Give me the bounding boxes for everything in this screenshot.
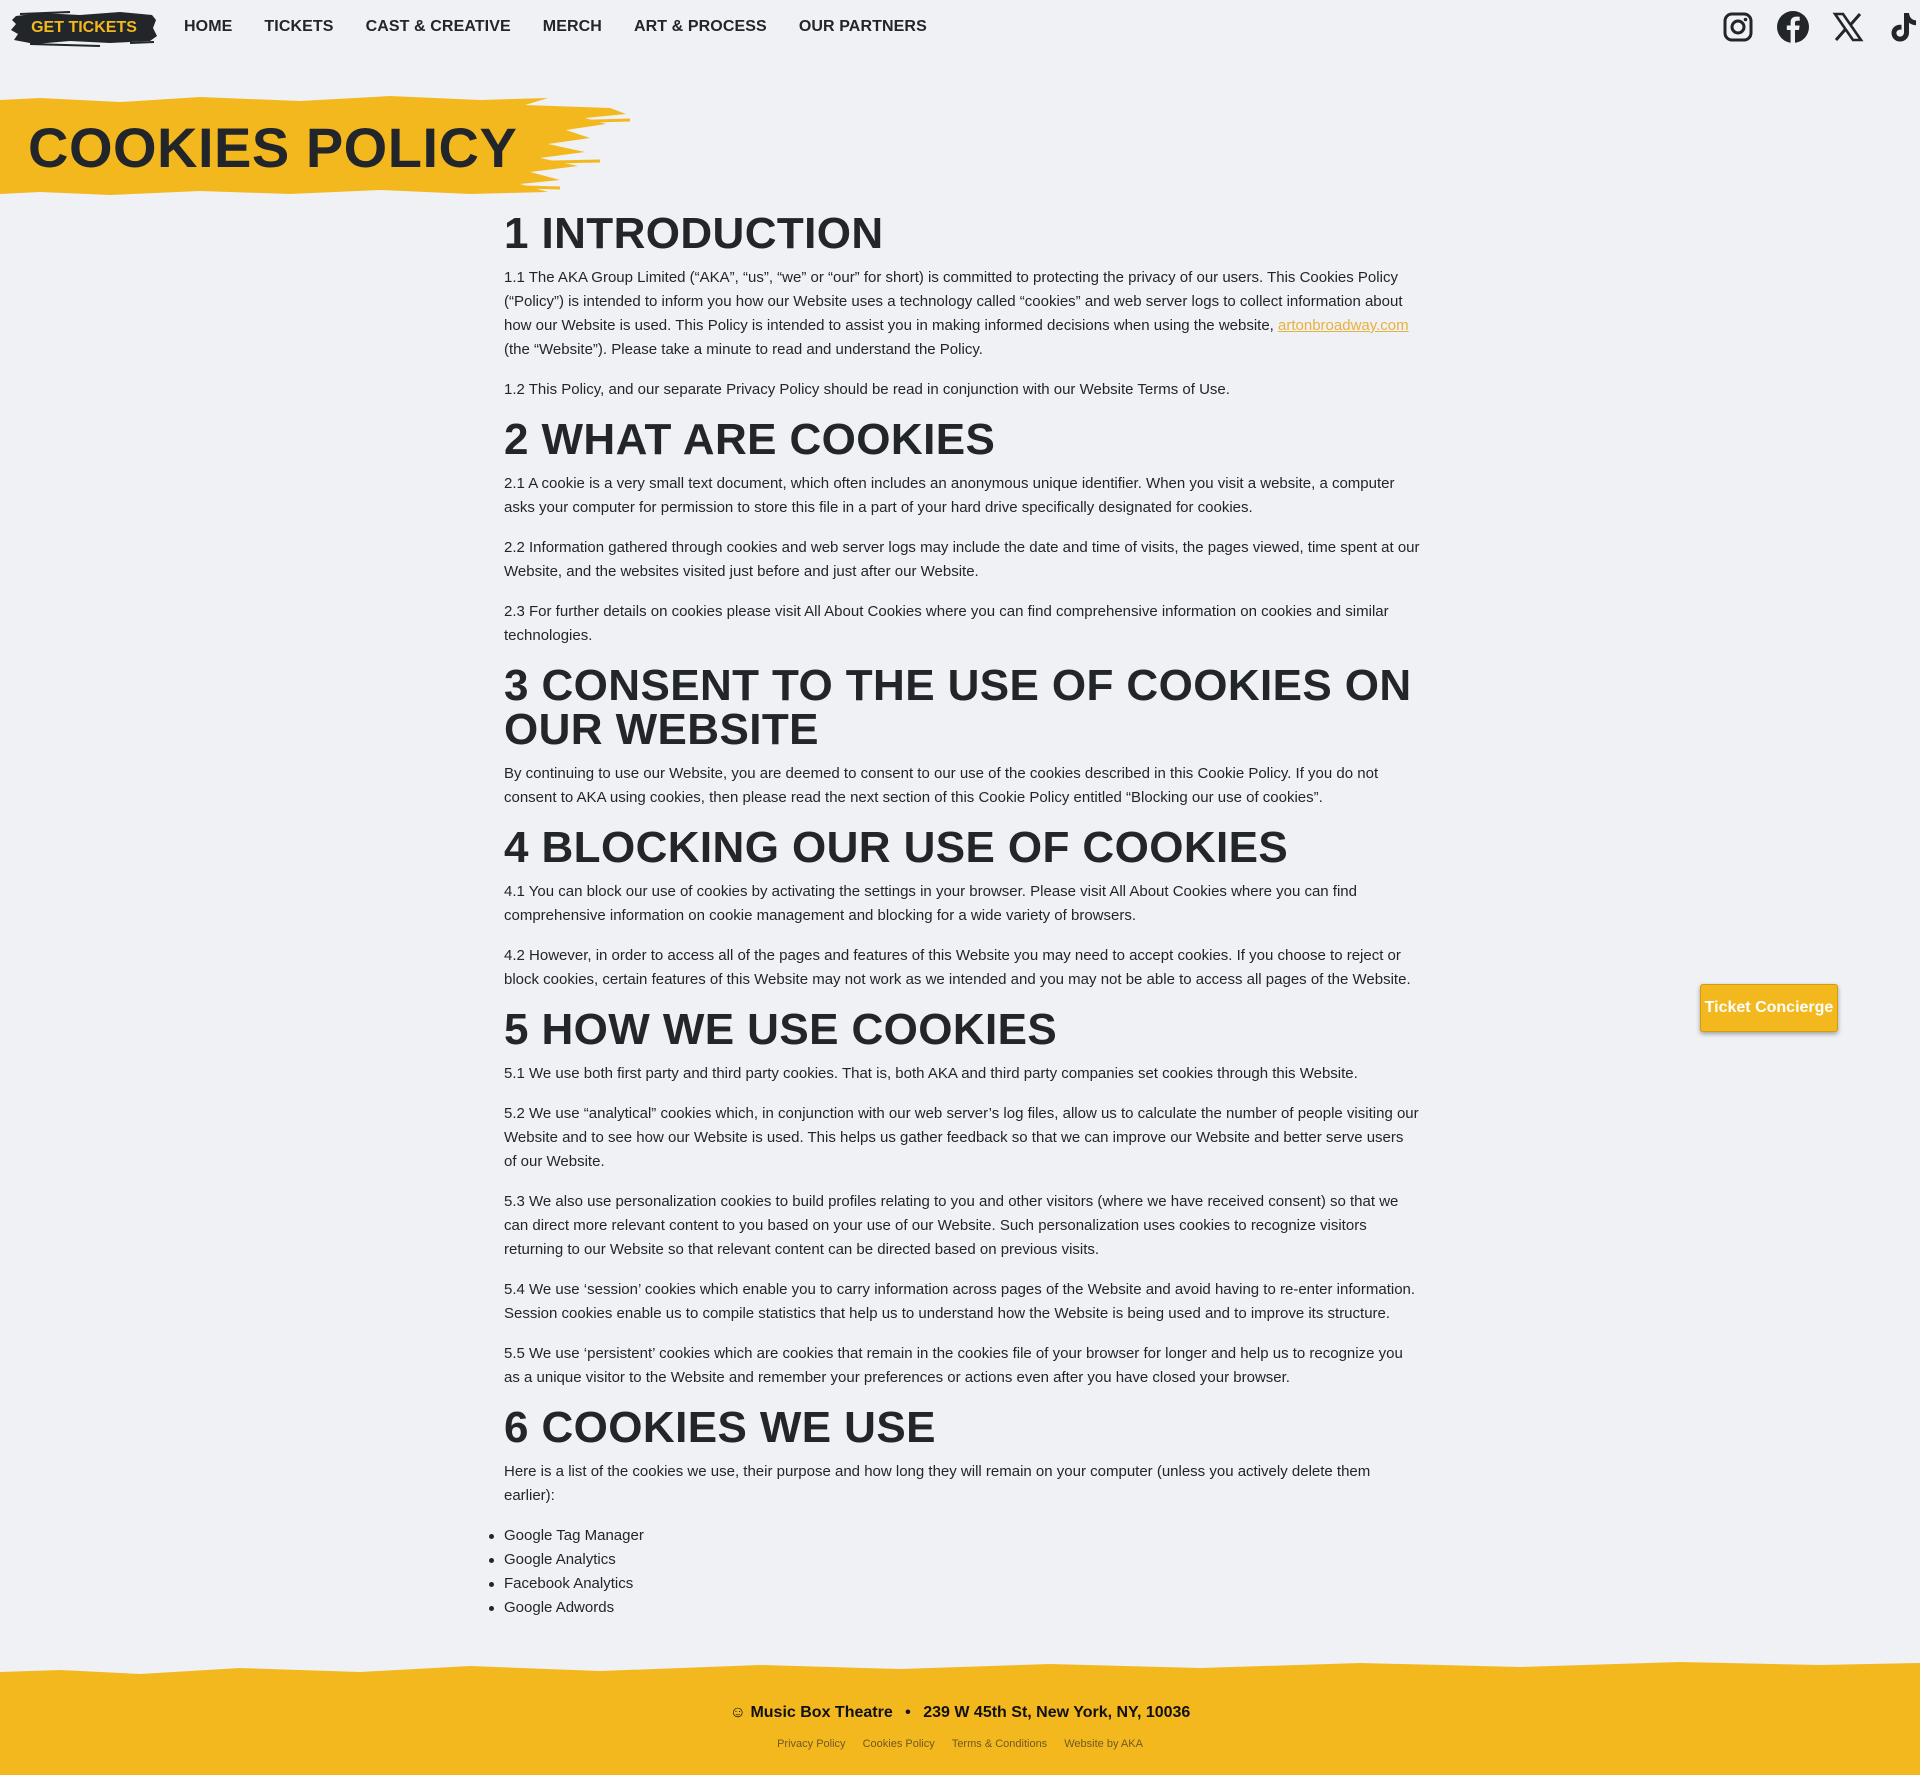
policy-content (504, 209, 1420, 1620)
section-heading: 1 INTRODUCTION (504, 209, 884, 258)
list-item: Google Analytics (504, 1548, 1420, 1572)
get-tickets-button[interactable] (12, 8, 156, 48)
paragraph: 2.3 For further details on cookies please visit All About Cookies where you can find comprehensive information on cookies and similar technologies. (504, 603, 1389, 644)
paragraph: 2.2 Information gathered through cookies and web server logs may include the date and time of visits, the pages viewed, time spent at our Website, and the websites visited just before and just after our Website. (504, 539, 1420, 580)
nav-home[interactable]: HOME (184, 18, 233, 35)
list-item: Facebook Analytics (504, 1572, 1420, 1596)
paragraph-text: (the “Website”). Please take a minute to read and understand the Policy. (504, 341, 983, 358)
nav-our-partners[interactable]: OUR PARTNERS (798, 18, 927, 35)
facebook-icon[interactable] (1776, 10, 1810, 44)
paragraph: By continuing to use our Website, you are deemed to consent to our use of the cookies described in this Cookie Policy. If you do not consent to AKA using cookies, then please read the next section of this Cookie Policy entitled “Blocking our use of cookies”. (504, 765, 1379, 806)
paragraph-text: 1.1 The AKA Group Limited (“AKA”, “us”, “we” or “our” for short) is committed to protecting the privacy of our users. This Cookies Policy (“Policy”) is intended to inform you how our Website uses a technology called “cookies” and web server logs to collect information about how our Website is used. This Policy is intended to assist you in making informed decisions when using the website, (504, 269, 1403, 334)
paragraph: 5.1 We use both first party and third party cookies. That is, both AKA and third party companies set cookies through this Website. (504, 1065, 1358, 1082)
ticket-concierge-button[interactable]: Ticket Concierge (1700, 984, 1838, 1032)
section-heading: 6 COOKIES WE USE (504, 1403, 936, 1452)
footer-cookies-policy[interactable]: Cookies Policy (862, 1738, 935, 1750)
footer (0, 1660, 1920, 1775)
website-link[interactable]: artonbroadway.com (1278, 317, 1409, 334)
nav-cast-creative[interactable]: CAST & CREATIVE (365, 18, 511, 35)
nav-art-process[interactable]: ART & PROCESS (633, 18, 767, 35)
tiktok-icon[interactable] (1886, 10, 1920, 44)
section-heading: 3 CONSENT TO THE USE OF COOKIES ON OUR WEBSITE (504, 661, 1412, 754)
paragraph: 5.2 We use “analytical” cookies which, in conjunction with our web server’s log files, allow us to calculate the number of people visiting our Website and to see how our Website is used. This helps us gather feedback so that we can improve our Website and better serve users of our Website. (504, 1105, 1419, 1170)
list-item: Google Tag Manager (504, 1524, 1420, 1548)
nav-tickets[interactable]: TICKETS (264, 18, 334, 35)
footer-terms[interactable]: Terms & Conditions (951, 1738, 1048, 1750)
paragraph: 5.5 We use ‘persistent’ cookies which are cookies that remain in the cookies file of your browser for longer and help us to recognize you as a unique visitor to the Website and remember your preferences or actions even after you have closed your browser. (504, 1345, 1403, 1386)
section-heading: 5 HOW WE USE COOKIES (504, 1005, 1058, 1054)
venue-address: 239 W 45th St, New York, NY, 10036 (923, 1704, 1191, 1721)
nav-links (184, 17, 959, 37)
cookie-list (504, 1524, 1420, 1620)
paragraph: 4.2 However, in order to access all of the pages and features of this Website you may need to accept cookies. If you choose to reject or block cookies, certain features of this Website may not work as we intended and you may not be able to access all pages of the Website. (504, 947, 1411, 988)
theatre-icon: ☺ (729, 1704, 746, 1721)
venue-name: Music Box Theatre (750, 1704, 893, 1721)
page-hero (0, 94, 640, 202)
section-heading: 2 WHAT ARE COOKIES (504, 415, 996, 464)
venue-info (0, 1704, 1920, 1722)
x-icon[interactable] (1831, 10, 1865, 44)
separator: • (905, 1704, 911, 1721)
paragraph: 4.1 You can block our use of cookies by activating the settings in your browser. Please visit All About Cookies where you can find comprehensive information on cookie management and blocking for a wide variety of browsers. (504, 883, 1357, 924)
paragraph: Here is a list of the cookies we use, their purpose and how long they will remain on your computer (unless you actively delete them earlier): (504, 1463, 1371, 1504)
list-item: Google Adwords (504, 1596, 1420, 1620)
paragraph: 1.2 This Policy, and our separate Privacy Policy should be read in conjunction with our Website Terms of Use. (504, 381, 1230, 398)
top-nav (0, 0, 1920, 56)
paragraph: 2.1 A cookie is a very small text document, which often includes an anonymous unique identifier. When you visit a website, a computer asks your computer for permission to store this file in a part of your hard drive specifically designated for cookies. (504, 475, 1395, 516)
get-tickets-label: GET TICKETS (31, 19, 137, 36)
footer-privacy-policy[interactable]: Privacy Policy (777, 1738, 846, 1750)
paragraph (504, 266, 1420, 362)
footer-links (0, 1738, 1920, 1750)
instagram-icon[interactable] (1721, 10, 1755, 44)
nav-merch[interactable]: MERCH (542, 18, 602, 35)
paragraph: 5.3 We also use personalization cookies to build profiles relating to you and other visitors (where we have received consent) so that we can direct more relevant content to you based on your use of our Website. Such personalization uses cookies to recognize visitors returning to our Website so that relevant content can be directed based on previous visits. (504, 1193, 1399, 1258)
paragraph: 5.4 We use ‘session’ cookies which enable you to carry information across pages of the Website and avoid having to re-enter information. Session cookies enable us to compile statistics that help us to understand how the Website is being used and to improve its structure. (504, 1281, 1416, 1322)
page-title: COOKIES POLICY (28, 116, 518, 179)
social-links (1700, 10, 1920, 44)
section-heading: 4 BLOCKING OUR USE OF COOKIES (504, 823, 1289, 872)
footer-website-by[interactable]: Website by AKA (1064, 1738, 1143, 1750)
